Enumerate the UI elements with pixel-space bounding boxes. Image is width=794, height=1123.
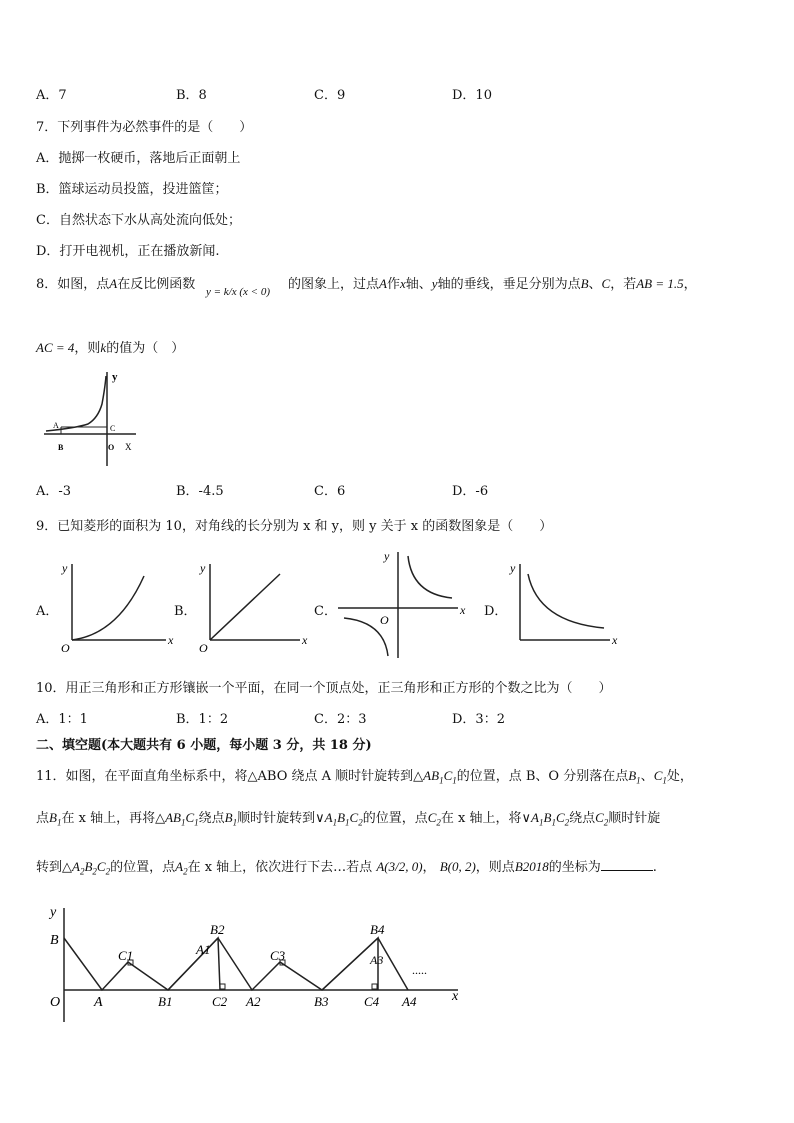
q8-fig-c: C: [110, 424, 116, 433]
q10-option-d: D．3：2: [452, 712, 505, 727]
section-2-heading: 二、填空题(本大题共有 6 小题，每小题 3 分，共 18 分): [36, 738, 372, 753]
svg-text:O: O: [199, 641, 208, 654]
svg-text:y: y: [200, 561, 206, 575]
svg-text:y: y: [50, 905, 57, 920]
svg-text:A2: A2: [246, 994, 261, 1009]
svg-text:B: B: [50, 933, 59, 948]
svg-text:A4: A4: [402, 994, 417, 1009]
q9-label-b: B．: [174, 604, 197, 619]
q7-option-d: D．打开电视机，正在播放新闻.: [36, 244, 220, 259]
q8-fig-b: B: [58, 443, 64, 452]
q8-fig-y: y: [112, 371, 118, 383]
q8-fig-x: X: [125, 442, 132, 452]
q9-curve-d: [528, 574, 604, 628]
q8-fig-a: A: [53, 421, 59, 430]
q9-label-c: C．: [314, 604, 337, 619]
q9-label-d: D．: [484, 604, 508, 619]
q10-option-b: B．1：2: [176, 712, 229, 727]
svg-text:A1: A1: [196, 942, 211, 957]
q7-option-a: A．抛掷一枚硬币，落地后正面朝上: [36, 151, 241, 166]
q8-stem-cont: 的图象上，过点A作x轴、y轴的垂线，垂足分别为点B、C，若AB = 1.5，: [288, 276, 697, 292]
svg-text:A: A: [94, 995, 103, 1010]
svg-text:O: O: [380, 613, 389, 627]
q10-option-c: C．2：3: [314, 712, 367, 727]
svg-text:.....: .....: [412, 963, 427, 977]
q11-point-a: A(3/2, 0): [376, 859, 423, 874]
svg-text:x: x: [612, 633, 618, 647]
q6-option-b: B．8: [176, 88, 207, 103]
q9-graph-b: [196, 558, 316, 654]
q11-answer-blank: [601, 859, 653, 871]
svg-text:y: y: [62, 561, 68, 575]
q8-option-b: B．-4.5: [176, 484, 224, 499]
q8-fig-o: O: [108, 443, 115, 452]
svg-text:y: y: [510, 561, 516, 575]
q6-option-c: C．9: [314, 88, 346, 103]
q7-option-c: C．自然状态下水从高处流向低处；: [36, 213, 241, 228]
q9-curve-a: [72, 576, 144, 640]
q7-stem: 7．下列事件为必然事件的是（ ）: [36, 120, 253, 135]
svg-text:O: O: [61, 641, 70, 654]
svg-text:x: x: [302, 633, 308, 647]
svg-text:y: y: [384, 549, 390, 563]
q9-curve-c1: [408, 556, 452, 598]
q8-stem: 8．如图，点A在反比例函数: [36, 276, 196, 292]
q8-figure: [36, 368, 146, 468]
q8-stem-line2: AC = 4，则k的值为（ ）: [36, 340, 185, 356]
svg-text:x: x: [168, 633, 174, 647]
svg-text:x: x: [460, 603, 466, 617]
svg-text:C3: C3: [270, 948, 286, 963]
q8-option-c: C．6: [314, 484, 346, 499]
q9-label-a: A．: [36, 604, 59, 619]
q9-line-b: [210, 574, 280, 640]
q11-line-1: 11．如图，在平面直角坐标系中，将△ABO 绕点 A 顺时针旋转到$\triangle AB_1C_1$的位置，点 B、O 分别落在点$B_1$、$C_1$处，: [36, 768, 693, 786]
q11-figure: [40, 902, 480, 1028]
svg-text:B3: B3: [314, 994, 329, 1009]
q8-option-a: A．-3: [36, 484, 72, 499]
svg-text:B2: B2: [210, 922, 225, 937]
q6-option-a: A．7: [36, 88, 67, 103]
q9-graph-d: [506, 558, 626, 654]
q10-stem: 10．用正三角形和正方形镶嵌一个平面，在同一个顶点处，正三角形和正方形的个数之比为（ ）: [36, 681, 612, 696]
q11-point-b: B(0, 2): [439, 859, 476, 874]
svg-text:C4: C4: [364, 994, 380, 1009]
q8-option-d: D．-6: [452, 484, 489, 499]
q7-option-b: B．篮球运动员投篮，投进篮筐；: [36, 182, 228, 197]
svg-text:B1: B1: [158, 994, 173, 1009]
svg-text:C1: C1: [118, 948, 134, 963]
svg-text:x: x: [452, 989, 459, 1004]
q9-graph-a: [58, 558, 178, 654]
q11-line-3: 转到$\triangle A_2B_2C_2$的位置，点$A_2$在 x 轴上，依次进行下去…若点 A(3/2, 0)， B(0, 2)，则点B2018的坐标为 .: [36, 859, 657, 877]
svg-text:C2: C2: [212, 994, 228, 1009]
svg-text:A3: A3: [370, 953, 384, 967]
q6-option-d: D．10: [452, 88, 492, 103]
q11-path-2: [218, 938, 378, 990]
svg-text:B4: B4: [370, 922, 385, 937]
q8-formula: y = k/x (x < 0): [206, 286, 271, 298]
q9-stem: 9．已知菱形的面积为 10，对角线的长分别为 x 和 y，则 y 关于 x 的函数图象是（ ）: [36, 519, 553, 534]
svg-text:O: O: [50, 995, 61, 1010]
q11-line-2: 点$B_1$在 x 轴上，再将$\triangle AB_1C_1$绕点$B_1$顺时针旋转到$\vee A_1B_1C_2$的位置，点$C_2$在 x 轴上，将$\vee A_1B_1C_2$绕点$C_2$顺时针旋: [36, 810, 661, 828]
q9-graph-c: [334, 548, 474, 660]
q10-option-a: A．1：1: [36, 712, 88, 727]
